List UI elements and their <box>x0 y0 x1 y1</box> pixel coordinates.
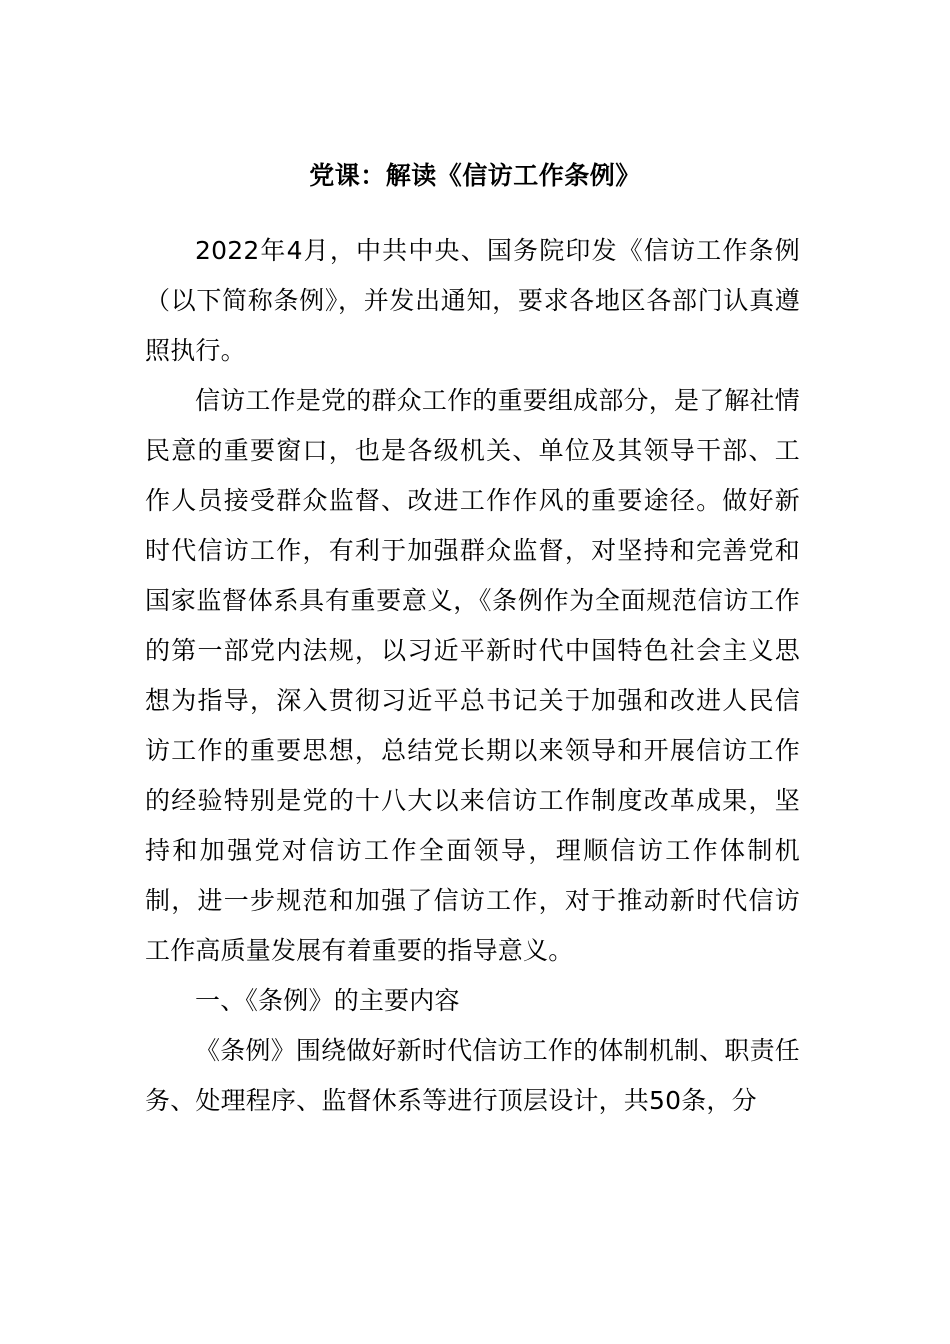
document-body <box>145 226 800 1126</box>
paragraph-significance: 信访工作是党的群众工作的重要组成部分，是了解社情民意的重要窗口，也是各级机关、单位及其领导干部、工作人员接受群众监督、改进工作作风的重要途径。做好新时代信访工作，有利于加强群众监督，对坚持和完善党和国家监督体系具有重要意义，《条例作为全面规范信访工作的第一部党内法规，以习近平新时代中国特色社会主义思想为指导，深入贯彻习近平总书记关于加强和改进人民信访工作的重要思想，总结党长期以来领导和开展信访工作的经验特别是党的十八大以来信访工作制度改革成果，坚持和加强党对信访工作全面领导，理顺信访工作体制机制，进一步规范和加强了信访工作，对于推动新时代信访工作高质量发展有着重要的指导意义。 <box>145 386 800 965</box>
page-title: 党课：解读《信访工作条例》 <box>309 161 641 190</box>
section-heading: 一、《条例》的主要内容 <box>195 986 460 1015</box>
paragraph-main-content: 《条例》围绕做好新时代信访工作的体制机制、职责任务、处理程序、监督休系等进行顶层设计，共50条，分 <box>145 1036 800 1115</box>
paragraph-intro: 2022年4月，中共中央、国务院印发《信访工作条例（以下简称条例》，并发出通知，要求各地区各部门认真遵照执行。 <box>145 236 800 365</box>
